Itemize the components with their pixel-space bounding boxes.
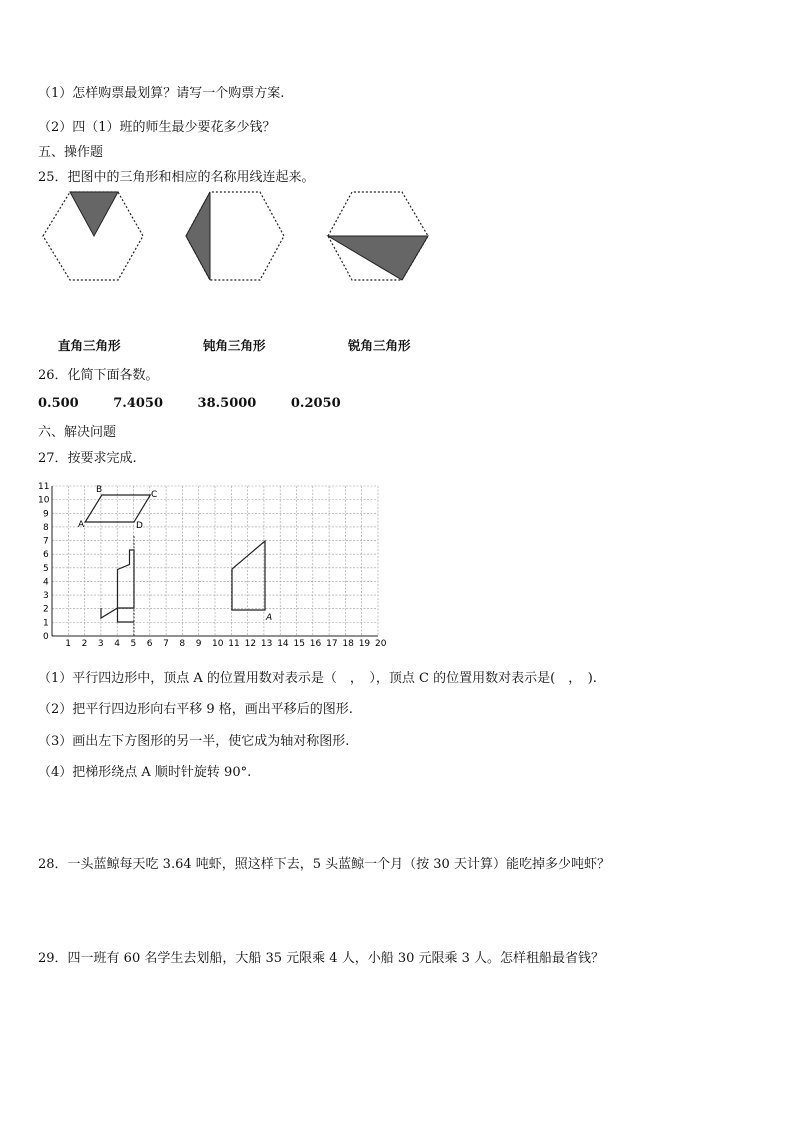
x-tick-label: 8 <box>179 639 186 649</box>
hexagon-figures <box>38 188 458 288</box>
y-tick-label: 6 <box>43 550 49 561</box>
x-tick-label: 9 <box>195 639 202 649</box>
y-tick-label: 5 <box>43 563 49 574</box>
y-tick-label: 2 <box>43 604 49 615</box>
number-item: 0.2050 <box>290 396 341 411</box>
x-tick-label: 14 <box>277 639 289 649</box>
x-tick-label: 10 <box>212 639 224 649</box>
x-tick-label: 5 <box>130 639 137 649</box>
section-six-title: 六、解决问题 <box>38 425 117 440</box>
section-five-title: 五、操作题 <box>38 145 104 160</box>
x-tick-label: 11 <box>228 639 240 649</box>
number-item: 38.5000 <box>197 396 257 411</box>
y-tick-label: 10 <box>38 495 50 506</box>
x-tick-label: 1 <box>65 639 72 649</box>
y-tick-label: 3 <box>43 591 49 602</box>
y-tick-label: 4 <box>43 577 49 588</box>
x-tick-label: 15 <box>293 639 305 649</box>
point-label-c: C <box>151 490 158 500</box>
x-tick-label: 20 <box>375 639 387 649</box>
x-tick-label: 12 <box>244 639 257 649</box>
y-tick-label: 8 <box>43 522 49 533</box>
hexagon-figure-1 <box>43 192 143 280</box>
label-acute-triangle: 锐角三角形 <box>348 338 411 353</box>
y-tick-label: 1 <box>43 618 49 629</box>
point-label-a: A <box>78 520 85 530</box>
trapezoid-figure <box>232 541 265 610</box>
question-27-sub4: （4）把梯形绕点 A 顺时针旋转 90°. <box>38 765 252 780</box>
question-29-text: 29．四一班有 60 名学生去划船，大船 35 元限乘 4 人，小船 30 元限乘 3 人。怎样租船最省钱？ <box>38 951 605 966</box>
x-tick-label: 4 <box>114 639 120 649</box>
question-27-sub3: （3）画出左下方图形的另一半，使它成为轴对称图形. <box>38 734 350 749</box>
x-tick-label: 13 <box>260 639 273 649</box>
number-item: 7.4050 <box>113 396 164 411</box>
hexagon-figure-3 <box>328 192 428 280</box>
number-list <box>38 396 371 411</box>
x-tick-label: 6 <box>146 639 153 649</box>
question-26-text: 26．化简下面各数。 <box>38 368 159 383</box>
point-label-b: B <box>96 485 103 495</box>
label-obtuse-triangle: 钝角三角形 <box>203 338 266 353</box>
hexagon-figure-2 <box>186 192 284 280</box>
point-label-d: D <box>136 521 143 531</box>
question-27-sub1: （1）平行四边形中，顶点 A 的位置用数对表示是（ ， ），顶点 C 的位置用数对表示是( ， ). <box>38 671 597 686</box>
x-tick-label: 19 <box>358 639 371 649</box>
x-tick-label: 18 <box>342 639 354 649</box>
question-28-text: 28．一头蓝鲸每天吃 3.64 吨虾，照这样下去，5 头蓝鲸一个月（按 30 天计算）能吃掉多少吨虾？ <box>38 857 610 872</box>
y-tick-label: 11 <box>38 482 50 492</box>
question-27-text: 27．按要求完成. <box>38 451 137 466</box>
question-previous-sub1: （1）怎样购票最划算？请写一个购票方案. <box>38 86 285 101</box>
number-item: 0.500 <box>38 396 79 411</box>
y-tick-label: 0 <box>43 632 49 642</box>
y-tick-label: 7 <box>43 536 49 547</box>
coordinate-grid <box>38 478 387 650</box>
x-tick-label: 3 <box>97 639 104 649</box>
x-tick-label: 17 <box>326 639 338 649</box>
label-right-triangle: 直角三角形 <box>58 338 121 353</box>
question-25-text: 25．把图中的三角形和相应的名称用线连起来。 <box>38 170 315 185</box>
question-27-sub2: （2）把平行四边形向右平移 9 格，画出平移后的图形. <box>38 702 353 717</box>
question-previous-sub2: （2）四（1）班的师生最少要花多少钱？ <box>38 120 276 135</box>
x-tick-label: 7 <box>163 639 169 649</box>
x-tick-label: 2 <box>81 639 88 649</box>
half-symmetric-figure <box>101 536 134 636</box>
y-tick-label: 9 <box>43 509 49 520</box>
x-tick-label: 16 <box>309 639 322 649</box>
parallelogram-abcd <box>85 495 150 522</box>
point-label-a-trapezoid: A <box>266 613 273 623</box>
